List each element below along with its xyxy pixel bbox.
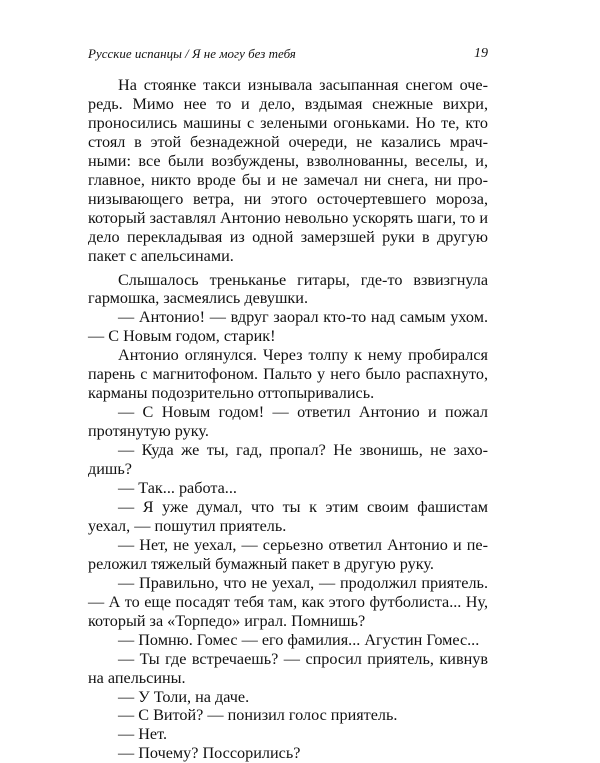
dialogue-line: — Правильно, что не уехал, — продолжил приятель. — А то еще посадят тебя там, как этого футболиста... Ну, который за «Торпедо» играл. Помнишь? [88, 573, 488, 630]
dialogue-line: — Так... работа... [118, 479, 237, 498]
dialogue-line: — Нет, не уехал, — серьезно ответил Антонио и переложил тяжелый бумажный пакет в другую руку. [88, 535, 488, 573]
running-head: Русские испанцы / Я не могу без тебя [88, 46, 296, 61]
dialogue-line: — С Витой? — понизил голос приятель. [118, 706, 398, 725]
dialogue-line: — Я уже думал, что ты к этим своим фашистам уехал, — пошутил приятель. [88, 497, 488, 535]
dialogue-line: — У Толи, на даче. [118, 687, 250, 706]
paragraph: Антонио оглянулся. Через толпу к нему пробирался парень с магнитофоном. Пальто у него было распахнуто, карманы подозрительно оттопыривались. [88, 346, 488, 403]
dialogue-line: — С Новым годом! — ответил Антонио и пожал протянутую руку. [88, 403, 488, 441]
dialogue-line: — Ты где встречаешь? — спросил приятель, кивнув на апельсины. [88, 649, 488, 687]
page-number: 19 [474, 46, 488, 61]
page-header [88, 44, 488, 64]
dialogue-line: — Куда же ты, гад, пропал? Не звонишь, не заходишь? [88, 441, 488, 479]
paragraph: Слышалось треньканье гитары, где-то взвизгнула гармошка, засмеялись девушки. [88, 270, 488, 308]
dialogue-line: — Помню. Гомес — его фамилия... Агустин Гомес... [118, 630, 480, 649]
dialogue-line: — Нет. [118, 725, 168, 744]
paragraph: На стоянке такси изнывала засыпанная снегом очередь. Мимо нее то и дело, вздымая снежные вихри, проносились машины с зелеными огоньками. Но те, кто стоял в этой безнадежной очереди, не казались мрачными: все были возбуждены, взволнованны, веселы, и, главное, никто вроде бы и не замечал ни снега, ни пронизывающего ветра, ни этого осточертевшего мороза, который заставлял Антонио невольно ускорять шаги, то и дело перекладывая из одной замерзшей руки в другую пакет с апельсинами. [88, 76, 488, 265]
dialogue-line: — Антонио! — вдруг заорал кто-то над самым ухом. — С Новым годом, старик! [88, 308, 488, 346]
body-text [88, 76, 488, 763]
dialogue-line: — Почему? Поссорились? [118, 744, 301, 763]
